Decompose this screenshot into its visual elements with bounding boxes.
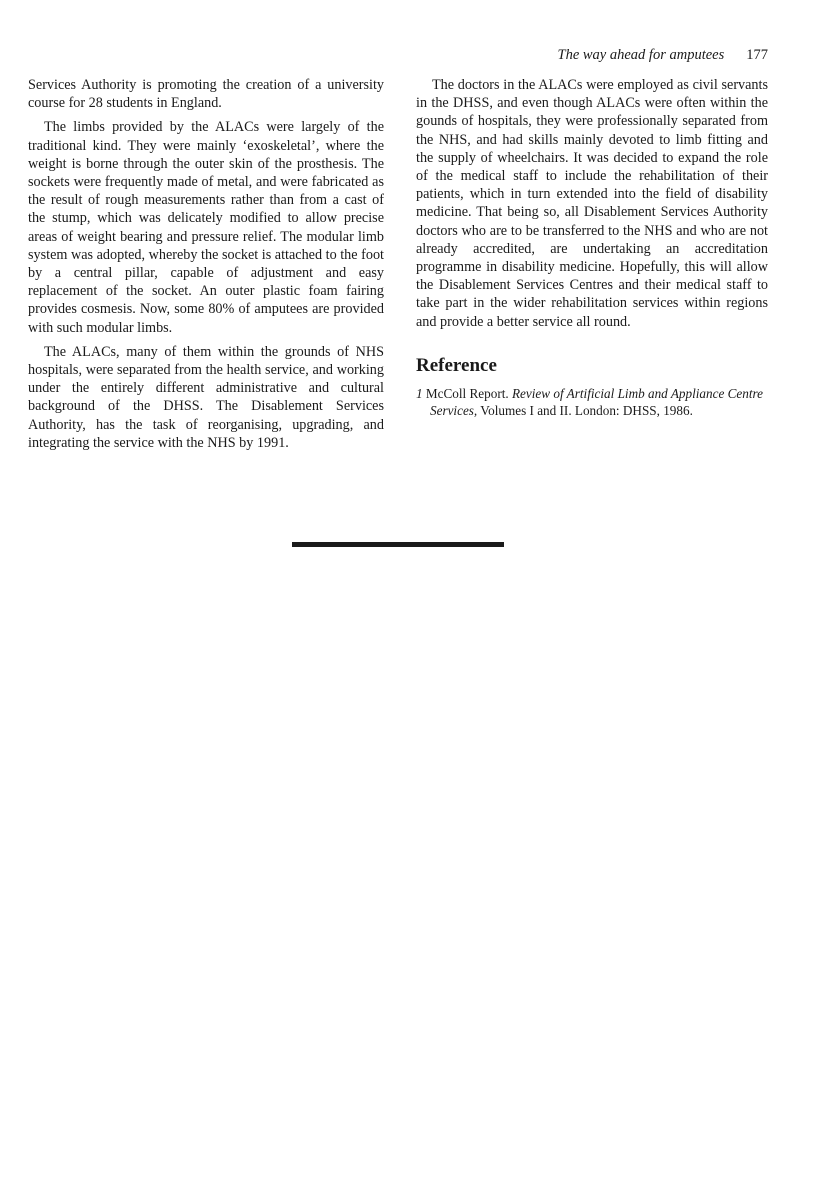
left-column	[28, 76, 384, 458]
paragraph: The limbs provided by the ALACs were largely of the traditional kind. They were mainly ‘exoskeletal’, where the weight is borne through the outer skin of the prosthesis. The sockets were frequently made of metal, and were fabricated as the result of rough measurements rather than from a cast of the stump, which was delicately modified to allow precise areas of weight bearing and pressure relief. The modular limb system was adopted, whereby the socket is attached to the foot by a central pillar, capable of adjustment and easy replacement of the socket. An outer plastic foam fairing provides cosmesis. Now, some 80% of amputees are provided with such modular limbs.	[28, 119, 384, 336]
reference-heading: Reference	[416, 354, 497, 376]
right-column	[416, 76, 768, 425]
reference-details: Volumes I and II. London: DHSS, 1986.	[480, 403, 693, 419]
reference-title: Review of Artificial Limb and Appliance Centre Services,	[430, 386, 764, 419]
reference-entry	[416, 385, 768, 419]
page-number: 177	[746, 47, 768, 63]
paragraph: Services Authority is promoting the creation of a university course for 28 students in England.	[28, 77, 384, 112]
reference-author: McColl Report.	[425, 386, 509, 402]
paragraph: The ALACs, many of them within the grounds of NHS hospitals, were separated from the health service, and working under the entirely different administrative and cultural background of the DHSS. The Disablement Services Authority, has the task of reorganising, upgrading, and integrating the service with the NHS by 1991.	[28, 343, 384, 451]
end-rule	[292, 542, 504, 547]
running-header	[558, 47, 768, 64]
paragraph: The doctors in the ALACs were employed as civil servants in the DHSS, and even though ALACs were often within the gounds of hospitals, they were professionally separated from the NHS, and had skills mainly devoted to limb fitting and the supply of wheelchairs. It was decided to expand the role of the medical staff to include the rehabilitation of their patients, which in turn extended into the field of disability medicine. That being so, all Disablement Services Authority doctors who are to be transferred to the NHS and who are not already accredited, are undertaking an accreditation programme in disability medicine. Hopefully, this will allow the Disablement Services Centres and their medical staff to take part in the wider rehabilitation services within regions and provide a better service all round.	[416, 77, 768, 330]
reference-number: 1	[416, 386, 423, 402]
running-title: The way ahead for amputees	[557, 47, 725, 63]
